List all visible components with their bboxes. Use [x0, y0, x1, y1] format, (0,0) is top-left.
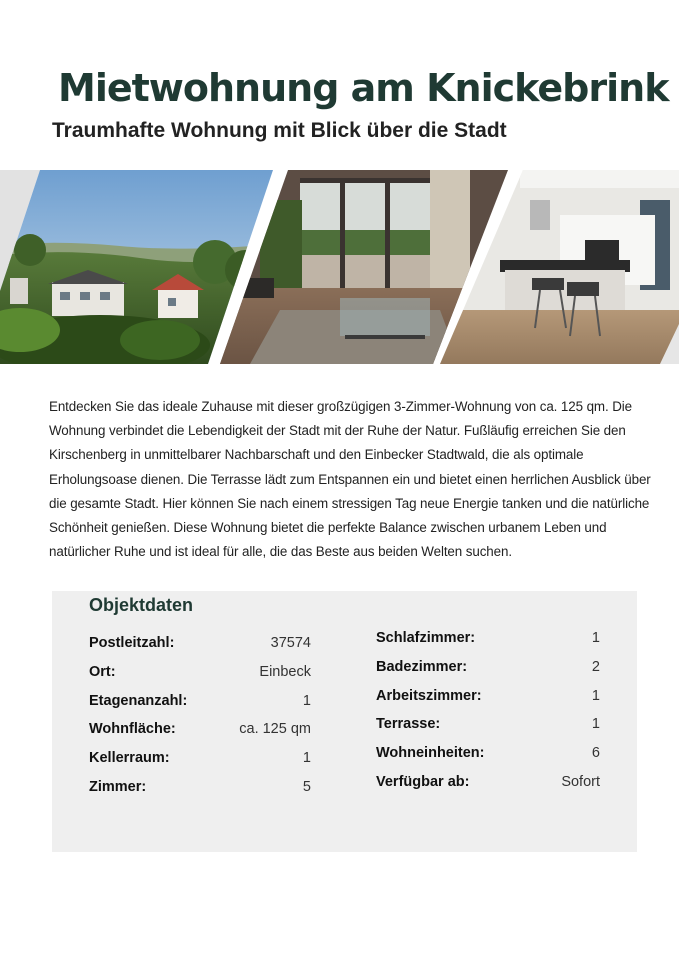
detail-value: 2 [591, 658, 600, 675]
page-subtitle: Traumhafte Wohnung mit Blick über die Stadt [52, 119, 507, 142]
detail-row [376, 716, 600, 745]
detail-label: Wohnfläche: [89, 721, 176, 738]
detail-row [376, 774, 600, 803]
detail-value: 1 [591, 687, 600, 704]
detail-value: 37574 [270, 635, 311, 651]
detail-row [89, 721, 311, 750]
details-column-left [89, 635, 311, 808]
detail-value: ca. 125 qm [239, 721, 311, 738]
detail-label: Wohneinheiten: [376, 745, 485, 762]
detail-label: Postleitzahl: [89, 635, 175, 651]
detail-label: Etagenanzahl: [89, 692, 188, 709]
detail-row [376, 688, 600, 717]
detail-row [89, 635, 311, 664]
detail-row [89, 750, 311, 779]
detail-label: Verfügbar ab: [376, 773, 470, 790]
detail-value: 5 [302, 778, 311, 795]
property-details [52, 591, 637, 852]
photo-strip [0, 170, 679, 364]
details-heading: Objektdaten [89, 595, 194, 615]
detail-value: Sofort [561, 773, 600, 790]
detail-row [89, 693, 311, 722]
detail-label: Terrasse: [376, 716, 441, 733]
detail-label: Schlafzimmer: [376, 630, 476, 646]
details-column-right [376, 630, 600, 803]
detail-row [89, 779, 311, 808]
page-title: Mietwohnung am Knickebrink [58, 66, 669, 110]
detail-label: Zimmer: [89, 778, 147, 795]
detail-label: Badezimmer: [376, 658, 468, 675]
detail-value: 6 [591, 745, 600, 762]
detail-value: 1 [302, 692, 311, 709]
detail-row [376, 745, 600, 774]
detail-label: Arbeitszimmer: [376, 687, 482, 704]
detail-value: 1 [302, 750, 311, 767]
detail-label: Ort: [89, 663, 116, 680]
detail-row [89, 664, 311, 693]
detail-label: Kellerraum: [89, 750, 170, 767]
detail-value: 1 [591, 630, 600, 646]
detail-row [376, 659, 600, 688]
detail-row [376, 630, 600, 659]
detail-value: 1 [591, 716, 600, 733]
detail-value: Einbeck [259, 663, 311, 680]
description-text: Entdecken Sie das ideale Zuhause mit dieser großzügigen 3-Zimmer-Wohnung von ca. 125 qm. Die Wohnung verbindet die Lebendigkeit der Stadt mit der Ruhe der Natur. Fußläufig erreichen Sie den Kirschenberg in unmittelbarer Nachbarschaft und den Einbecker Stadtwald, die als optimale Erholungsoase dienen. Die Terrasse lädt zum Entspannen ein und bietet einen herrlichen Ausblick über die gesamte Stadt. Hier können Sie nach einem stressigen Tag neue Energie tanken und die natürliche Schönheit genießen. Diese Wohnung bietet die perfekte Balance zwischen urbanem Leben und natürlicher Ruhe und ist ideal für alle, die das Beste aus beiden Welten suchen. [49, 399, 651, 560]
